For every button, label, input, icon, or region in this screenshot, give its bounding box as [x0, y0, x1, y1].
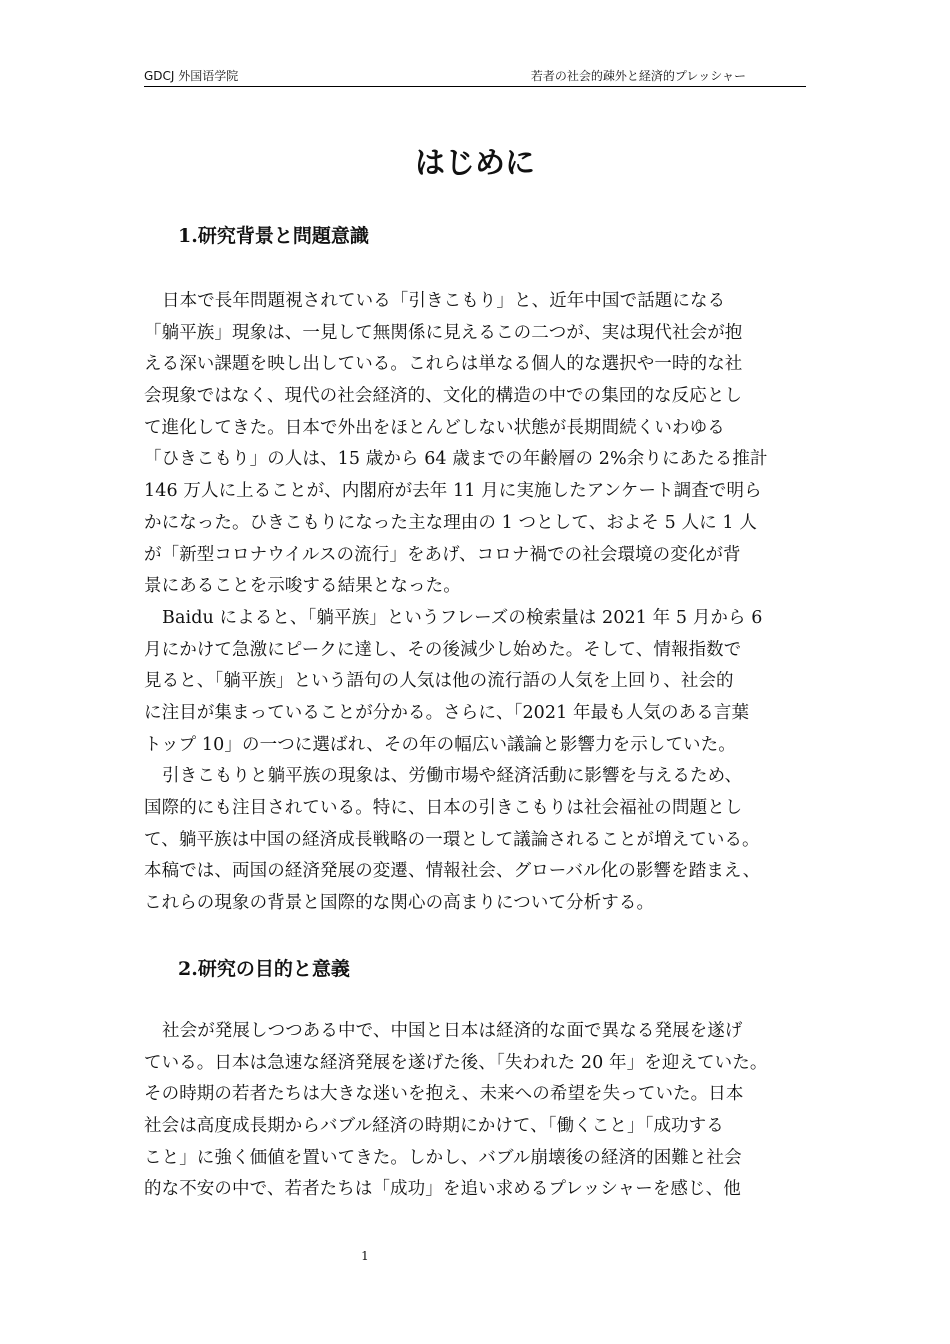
- paragraph-line: かになった。ひきこもりになった主な理由の 1 つとして、およそ 5 人に 1 人: [144, 512, 757, 533]
- paragraph-line: に注目が集まっていることが分かる。さらに、「2021 年最も人気のある言葉: [144, 702, 750, 723]
- paragraph-line: 見ると、「躺平族」という語句の人気は他の流行語の人気を上回り、社会的: [144, 671, 734, 692]
- paragraph-line: 「ひきこもり」の人は、15 歳から 64 歳までの年齢層の 2%余りにあたる推計: [144, 449, 768, 470]
- paragraph-line: て進化してきた。日本で外出をほとんどしない状態が長期間続くいわゆる: [144, 417, 725, 438]
- paragraph-line: 日本で長年問題視されている「引きこもり」と、近年中国で話題になる: [162, 291, 726, 311]
- running-header: [144, 66, 806, 87]
- paragraph-line: て、躺平族は中国の経済成長戦略の一環として議論されることが増えている。: [144, 829, 760, 850]
- paragraph-line: これらの現象の背景と国際的な関心の高まりについて分析する。: [144, 893, 655, 914]
- paragraph-line: こと」に強く価値を置いてきた。しかし、バブル崩壊後の経済的困難と社会: [144, 1147, 742, 1168]
- paragraph-line: 社会が発展しつつある中で、中国と日本は経済的な面で異なる発展を遂げ: [162, 1021, 743, 1041]
- paragraph-line: その時期の若者たちは大きな迷いを抱え、未来への希望を失っていた。日本: [144, 1084, 744, 1105]
- page-title: はじめに: [415, 146, 535, 181]
- header-institution: GDCJ 外国语学院: [144, 69, 239, 83]
- paragraph-line: 的な不安の中で、若者たちは「成功」を追い求めるプレッシャーを感じ、他: [144, 1179, 741, 1200]
- section-body-purpose: [144, 1016, 808, 1206]
- paragraph-line: 景にあることを示唆する結果となった。: [144, 576, 461, 597]
- paragraph-line: ている。日本は急速な経済発展を遂げた後、「失われた 20 年」を迎えていた。: [144, 1052, 768, 1073]
- paragraph-line: 社会は高度成長期からバブル経済の時期にかけて、「働くこと」「成功する: [144, 1116, 724, 1137]
- paragraph-line: える深い課題を映し出している。これらは単なる個人的な選択や一時的な社: [144, 354, 743, 375]
- paragraph-line: が「新型コロナウイルスの流行」をあげ、コロナ禍での社会環境の変化が背: [144, 544, 741, 565]
- paragraph-line: トップ 10」の一つに選ばれ、その年の幅広い議論と影響力を示していた。: [144, 734, 736, 755]
- paragraph-line: 国際的にも注目されている。特に、日本の引きこもりは社会福祉の問題とし: [144, 798, 743, 818]
- header-paper-title: 若者の社会的疎外と経済的プレッシャー: [530, 69, 746, 83]
- section-heading-purpose: 2.研究の目的と意義: [178, 958, 350, 980]
- paragraph-line: 「躺平族」現象は、一見して無関係に見えるこの二つが、実は現代社会が抱: [144, 322, 743, 343]
- section-heading-background: 1.研究背景と問題意識: [178, 225, 369, 247]
- paragraph-line: 146 万人に上ることが、内閣府が去年 11 月に実施したアンケート調査で明ら: [144, 481, 762, 502]
- paragraph-line: 会現象ではなく、現代の社会経済的、文化的構造の中での集団的な反応とし: [144, 386, 743, 407]
- paragraph-line: 引きこもりと躺平族の現象は、労働市場や経済活動に影響を与えるため、: [162, 766, 743, 787]
- paragraph-line: 本稿では、両国の経済発展の変遷、情報社会、グローバル化の影響を踏まえ、: [144, 861, 761, 882]
- paragraph-line: Baidu によると、「躺平族」というフレーズの検索量は 2021 年 5 月から 6: [162, 607, 763, 628]
- paragraph-line: 月にかけて急激にピークに達し、その後減少し始めた。そして、情報指数で: [144, 639, 742, 660]
- page-number: 1: [361, 1249, 369, 1263]
- section-body-background: [144, 286, 808, 920]
